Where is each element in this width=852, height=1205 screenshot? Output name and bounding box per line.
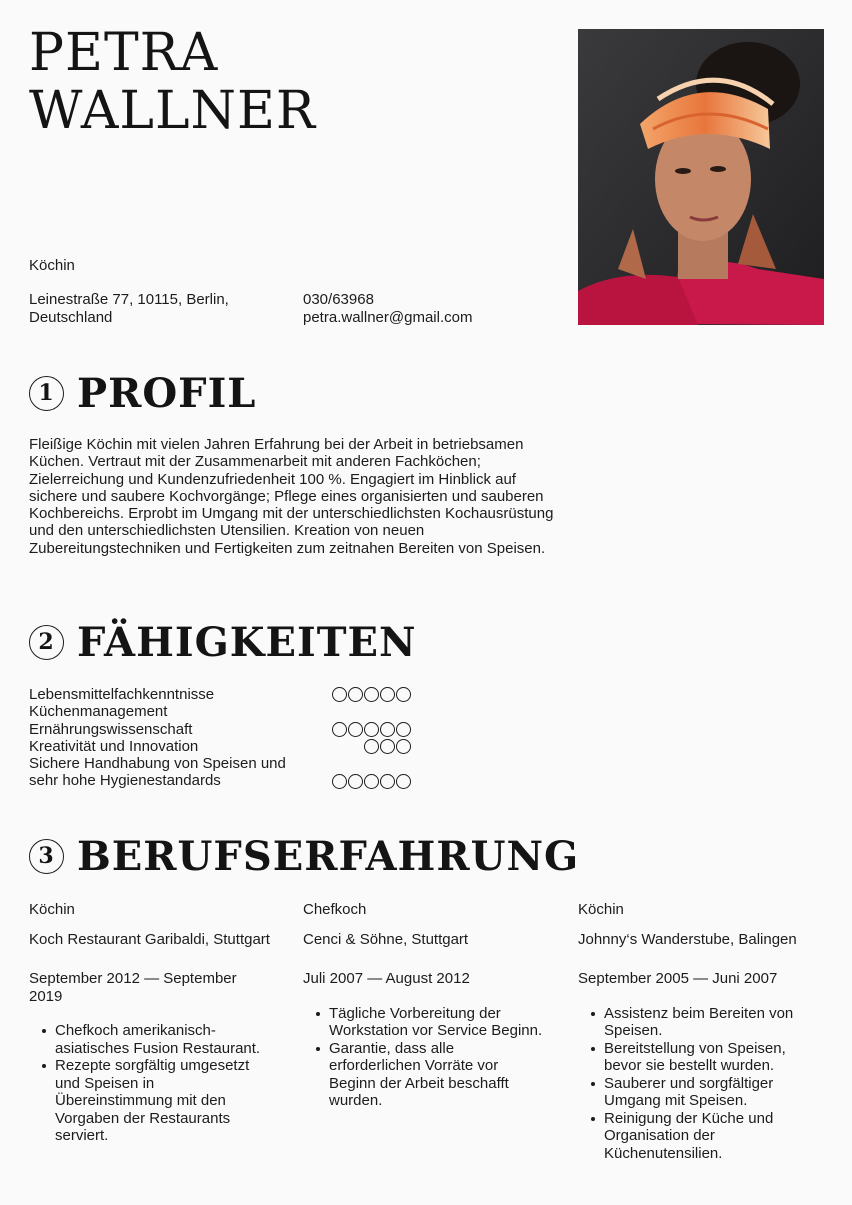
job-role: Köchin	[29, 257, 75, 274]
section-title: FÄHIGKEITEN	[77, 618, 417, 666]
rating-dot	[332, 774, 347, 789]
job-duties	[303, 1005, 548, 1110]
address-line-1: Leinestraße 77, 10115, Berlin,	[29, 291, 229, 308]
skills-list	[29, 686, 429, 790]
section-heading-skills	[29, 620, 417, 664]
rating-dot	[364, 774, 379, 789]
rating-dot	[364, 722, 379, 737]
section-heading-experience	[29, 834, 579, 878]
job-entry	[29, 901, 274, 1145]
rating-dot	[380, 774, 395, 789]
job-entry	[578, 901, 823, 1162]
job-entry	[303, 901, 548, 1110]
contact-info	[303, 291, 472, 326]
section-heading-profil	[29, 371, 256, 415]
first-name: PETRA	[29, 23, 219, 83]
job-duties	[29, 1022, 274, 1145]
rating-dot	[396, 722, 411, 737]
section-title: PROFIL	[77, 369, 257, 417]
rating-dot	[380, 739, 395, 754]
rating-dot	[396, 687, 411, 702]
section-number: 1	[29, 376, 64, 411]
list-item: Sauberer und sorgfältiger Umgang mit Speisen.	[604, 1075, 823, 1110]
skill-row	[29, 721, 419, 738]
job-title: Chefkoch	[303, 901, 367, 918]
rating-dot	[332, 722, 347, 737]
rating-dot	[332, 687, 347, 702]
job-company: Koch Restaurant Garibaldi, Stuttgart	[29, 930, 270, 948]
list-item: Reinigung der Küche und Organisation der Küchenutensilien.	[604, 1110, 823, 1163]
candidate-name	[29, 24, 316, 140]
skill-rating	[332, 774, 411, 789]
rating-dot	[396, 774, 411, 789]
rating-dot	[348, 722, 363, 737]
section-title: BERUFSERFAHRUNG	[77, 832, 580, 880]
skill-row	[29, 686, 419, 703]
last-name: WALLNER	[29, 81, 317, 141]
job-company: Cenci & Söhne, Stuttgart	[303, 930, 469, 948]
skill-label: Sichere Handhabung von Speisen und sehr hohe Hygienestandards	[29, 755, 286, 790]
job-dates: September 2005 — Juni 2007	[578, 970, 778, 987]
section-number: 3	[29, 839, 64, 874]
rating-dot	[348, 774, 363, 789]
job-dates: September 2012 — September 2019	[29, 970, 237, 1005]
profile-photo	[578, 29, 824, 325]
skill-label: Ernährungswissenschaft	[29, 720, 193, 738]
rating-dot	[380, 687, 395, 702]
skill-label: Küchenmanagement	[29, 703, 168, 721]
address	[29, 291, 279, 326]
list-item: Chefkoch amerikanisch-asiatisches Fusion Restaurant.	[55, 1022, 274, 1057]
skill-label: Lebensmittelfachkenntnisse	[29, 686, 215, 703]
email-address[interactable]: petra.wallner@gmail.com	[303, 308, 473, 326]
job-title: Köchin	[578, 901, 624, 918]
list-item: Bereitstellung von Speisen, bevor sie bestellt wurden.	[604, 1040, 823, 1075]
job-dates: Juli 2007 — August 2012	[303, 970, 470, 987]
skill-label: Kreativität und Innovation	[29, 737, 199, 755]
section-number: 2	[29, 625, 64, 660]
job-company: Johnny‘s Wanderstube, Balingen	[578, 930, 797, 948]
profile-summary: Fleißige Köchin mit vielen Jahren Erfahrung bei der Arbeit in betriebsamen Küchen. Vertraut mit der Zusammenarbeit mit anderen Fachköchen; Zielerreichung und Kundenzufriedenheit 100 %. Engagiert im Hinblick auf sichere und saubere Kochvorgänge; Pflege eines organisierten und sauberen Kochbereichs. Erprobt im Umgang mit der unterschiedlichsten Kochausrüstung und den unterschiedlichsten Utensilien. Kreation von neuen Zubereitungstechniken und Fertigkeiten zum zeitnahen Bereiten von Speisen.	[29, 436, 554, 557]
list-item: Garantie, dass alle erforderlichen Vorräte vor Beginn der Arbeit beschafft wurden.	[329, 1040, 548, 1110]
address-line-2: Deutschland	[29, 308, 113, 326]
phone-number: 030/63968	[303, 291, 374, 308]
rating-dot	[364, 739, 379, 754]
skill-rating	[364, 739, 411, 754]
rating-dot	[364, 687, 379, 702]
job-duties	[578, 1005, 823, 1163]
job-title: Köchin	[29, 901, 75, 918]
list-item: Rezepte sorgfältig umgesetzt und Speisen in Übereinstimmung mit den Vorgaben der Restaurants serviert.	[55, 1057, 274, 1145]
skill-rating	[332, 722, 411, 737]
list-item: Assistenz beim Bereiten von Speisen.	[604, 1005, 823, 1040]
list-item: Tägliche Vorbereitung der Workstation vor Service Beginn.	[329, 1005, 548, 1040]
skill-row	[29, 703, 419, 720]
rating-dot	[348, 687, 363, 702]
skill-row	[29, 755, 419, 790]
rating-dot	[380, 722, 395, 737]
skill-row	[29, 738, 419, 755]
skill-rating	[332, 687, 411, 702]
rating-dot	[396, 739, 411, 754]
